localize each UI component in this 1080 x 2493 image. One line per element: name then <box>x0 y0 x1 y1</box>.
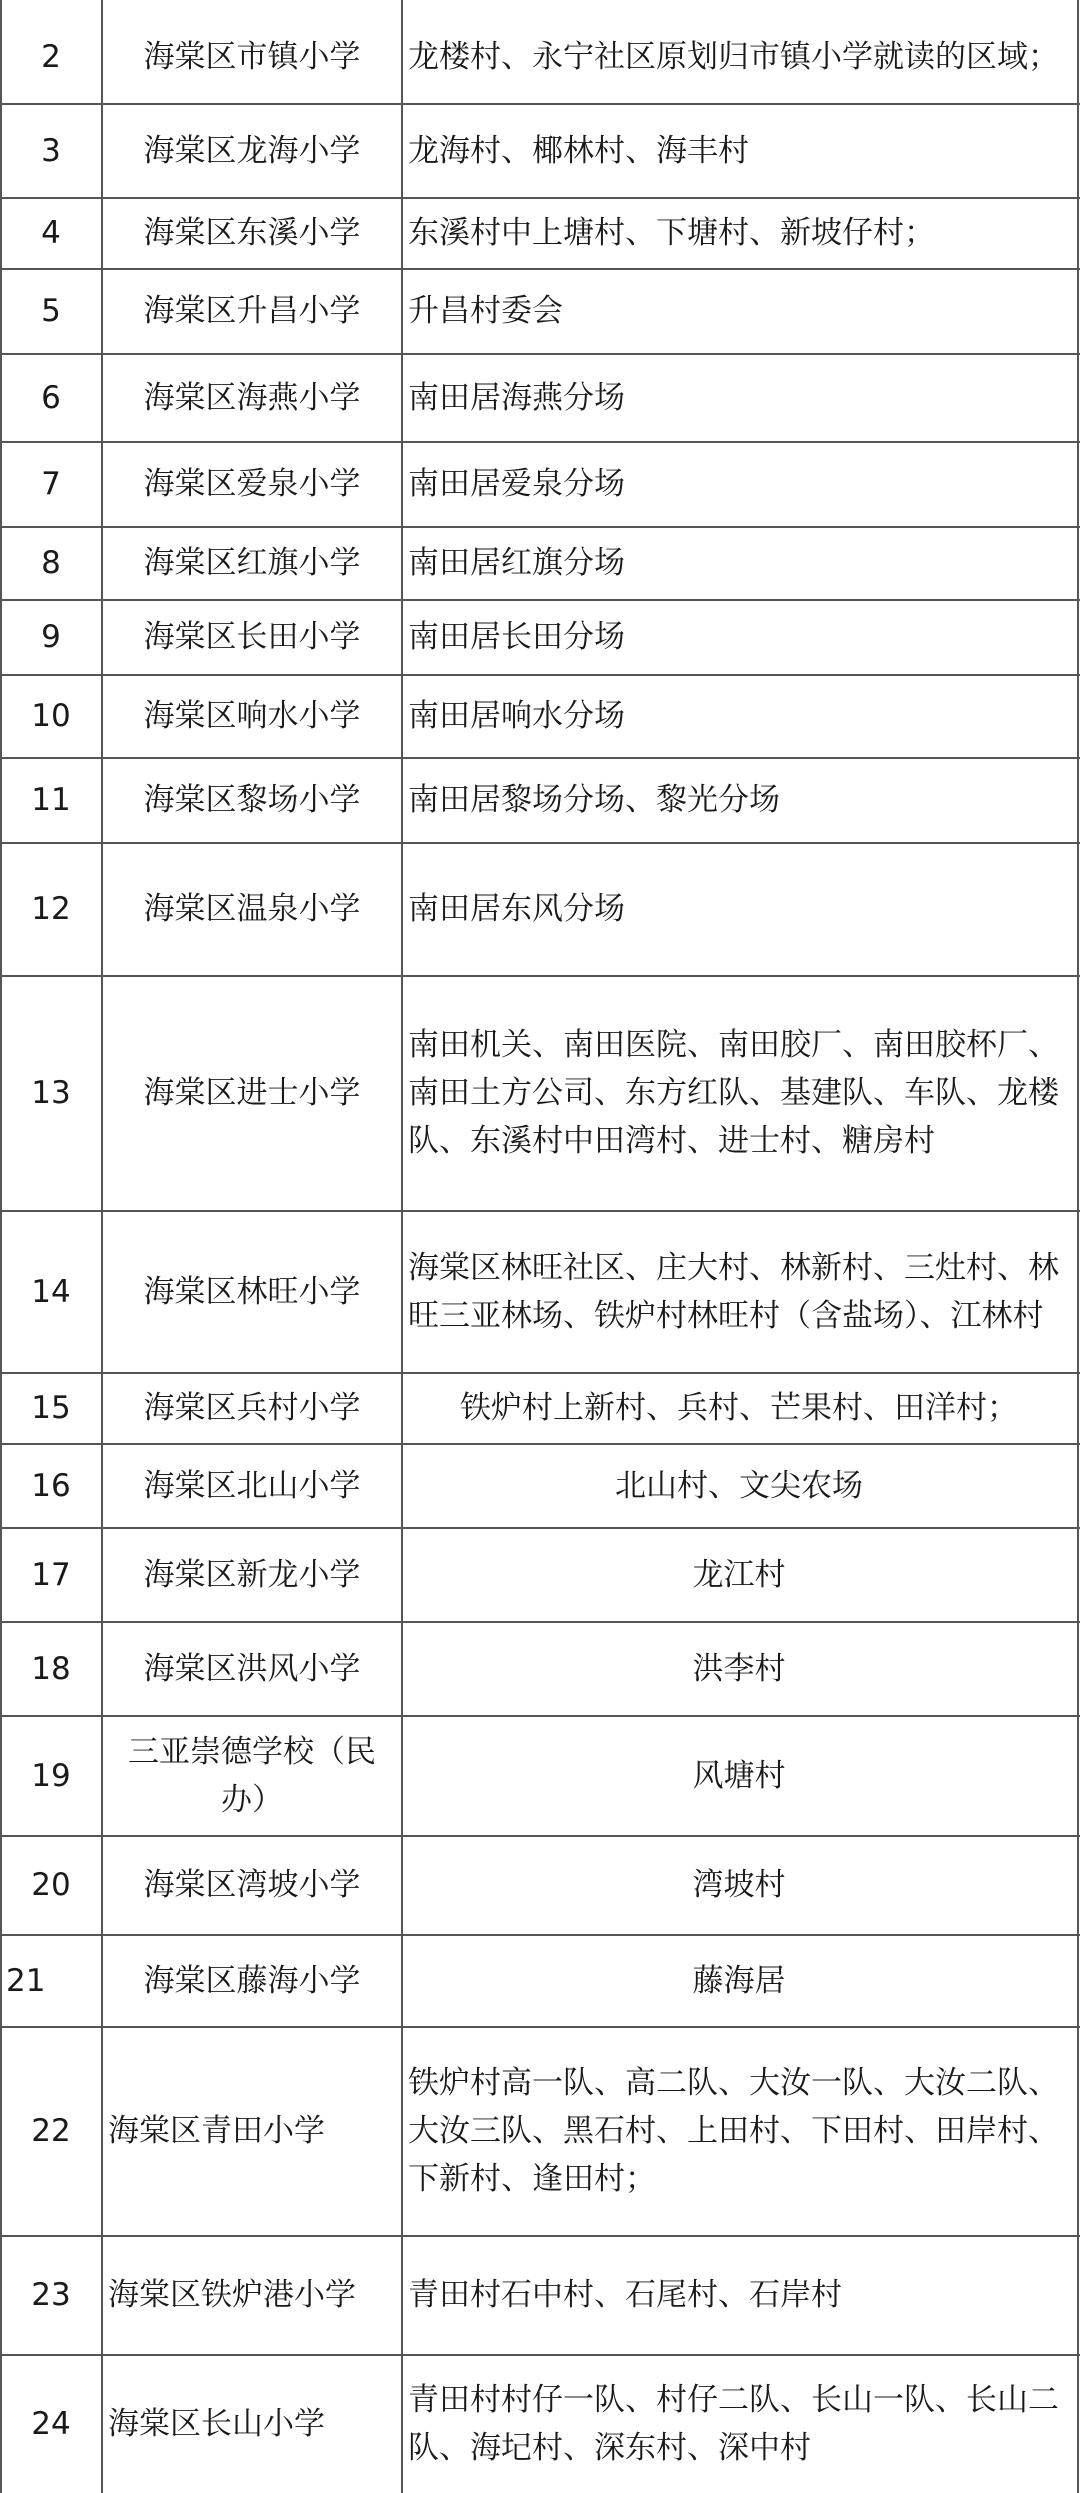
district-area: 南田居红旗分场 <box>408 545 625 581</box>
table-row <box>0 843 1080 975</box>
school-name: 海棠区铁炉港小学 <box>108 2277 356 2313</box>
school-name: 海棠区海燕小学 <box>143 379 361 416</box>
table-row <box>0 1935 1080 2026</box>
school-name: 海棠区洪风小学 <box>143 1650 361 1687</box>
row-number: 7 <box>41 466 61 502</box>
table-row <box>0 1836 1080 1934</box>
school-name: 海棠区东溪小学 <box>143 215 361 251</box>
district-area: 东溪村中上塘村、下塘村、新坡仔村； <box>408 215 935 251</box>
row-number: 11 <box>31 782 71 818</box>
row-number: 4 <box>41 215 61 251</box>
school-name: 海棠区林旺小学 <box>143 1273 361 1310</box>
district-area: 南田居黎场分场、黎光分场 <box>408 782 780 818</box>
district-area: 藤海居 <box>692 1962 786 1999</box>
table-row <box>0 527 1080 599</box>
district-area: 南田居长田分场 <box>408 619 625 655</box>
district-area: 南田居东风分场 <box>408 891 625 927</box>
table-row <box>0 976 1080 1210</box>
school-name: 海棠区北山小学 <box>143 1467 361 1504</box>
school-name: 海棠区湾坡小学 <box>143 1867 361 1903</box>
table-row <box>0 198 1080 268</box>
district-area: 铁炉村高一队、高二队、大汝一队、大汝二队、大汝三队、黑石村、上田村、下田村、田岸村、下新村、逢田村； <box>408 2065 1059 2197</box>
table-row <box>0 442 1080 526</box>
table-row <box>0 2236 1080 2354</box>
table-row <box>0 1622 1080 1715</box>
school-name: 海棠区黎场小学 <box>143 782 361 818</box>
row-number: 14 <box>31 1273 71 1310</box>
row-number: 20 <box>31 1867 71 1903</box>
row-number: 21 <box>6 1962 46 1999</box>
district-area: 铁炉村上新村、兵村、芒果村、田洋村； <box>460 1390 1018 1426</box>
row-number: 3 <box>41 132 61 169</box>
row-number: 10 <box>31 698 71 734</box>
district-area: 南田机关、南田医院、南田胶厂、南田胶杯厂、南田土方公司、东方红队、基建队、车队、龙楼队、东溪村中田湾村、进士村、糖房村 <box>408 1027 1059 1159</box>
table-row <box>0 1444 1080 1527</box>
school-name: 海棠区长山小学 <box>108 2406 325 2442</box>
row-number: 24 <box>31 2406 71 2442</box>
school-name: 海棠区爱泉小学 <box>143 466 361 502</box>
school-name: 海棠区藤海小学 <box>143 1962 361 1999</box>
table-row <box>0 1716 1080 1835</box>
row-number: 22 <box>31 2113 71 2149</box>
table-row <box>0 758 1080 842</box>
school-name: 海棠区升昌小学 <box>143 293 361 329</box>
district-area: 风塘村 <box>692 1757 786 1794</box>
school-name: 海棠区兵村小学 <box>143 1390 361 1426</box>
table-row <box>0 269 1080 353</box>
table-row <box>0 2355 1080 2493</box>
row-number: 5 <box>41 293 61 329</box>
school-name: 海棠区龙海小学 <box>143 132 361 169</box>
school-name: 海棠区长田小学 <box>143 619 361 655</box>
row-number: 6 <box>41 379 61 416</box>
district-area: 升昌村委会 <box>408 293 563 329</box>
district-area: 龙海村、椰林村、海丰村 <box>408 132 749 169</box>
row-number: 8 <box>41 545 61 581</box>
table-row <box>0 354 1080 441</box>
table-row <box>0 104 1080 197</box>
district-area: 南田居海燕分场 <box>408 379 625 416</box>
row-number: 18 <box>31 1650 71 1687</box>
district-area: 湾坡村 <box>692 1867 786 1903</box>
row-number: 23 <box>31 2277 71 2313</box>
district-area: 青田村石中村、石尾村、石岸村 <box>408 2277 842 2313</box>
district-area: 龙楼村、永宁社区原划归市镇小学就读的区域； <box>408 38 1059 75</box>
school-name: 海棠区红旗小学 <box>143 545 361 581</box>
table-row <box>0 600 1080 674</box>
school-name: 三亚崇德学校（民办） <box>128 1733 376 1818</box>
table-row <box>0 1528 1080 1621</box>
school-name: 海棠区温泉小学 <box>143 891 361 927</box>
school-name: 海棠区进士小学 <box>143 1075 361 1111</box>
row-number: 19 <box>31 1757 71 1794</box>
row-number: 15 <box>31 1390 71 1426</box>
row-number: 13 <box>31 1075 71 1111</box>
district-area: 洪李村 <box>692 1650 786 1687</box>
row-number: 9 <box>41 619 61 655</box>
row-number: 2 <box>41 38 61 75</box>
table-row <box>0 675 1080 757</box>
table-row <box>0 2027 1080 2235</box>
district-area: 南田居响水分场 <box>408 698 625 734</box>
district-area: 南田居爱泉分场 <box>408 466 625 502</box>
district-area: 青田村村仔一队、村仔二队、长山一队、长山二队、海圮村、深东村、深中村 <box>408 2382 1059 2466</box>
row-number: 17 <box>31 1556 71 1593</box>
school-name: 海棠区新龙小学 <box>143 1556 361 1593</box>
school-name: 海棠区市镇小学 <box>143 38 361 75</box>
district-area: 龙江村 <box>692 1556 786 1593</box>
row-number: 12 <box>31 891 71 927</box>
school-name: 海棠区青田小学 <box>108 2113 325 2149</box>
table-row <box>0 1373 1080 1443</box>
row-number: 16 <box>31 1467 71 1504</box>
district-area: 海棠区林旺社区、庄大村、林新村、三灶村、林旺三亚林场、铁炉村林旺村（含盐场）、江林村 <box>408 1249 1059 1334</box>
district-area: 北山村、文尖农场 <box>615 1467 863 1504</box>
school-name: 海棠区响水小学 <box>143 698 361 734</box>
table-row <box>0 10 1080 103</box>
table-row <box>0 1211 1080 1372</box>
